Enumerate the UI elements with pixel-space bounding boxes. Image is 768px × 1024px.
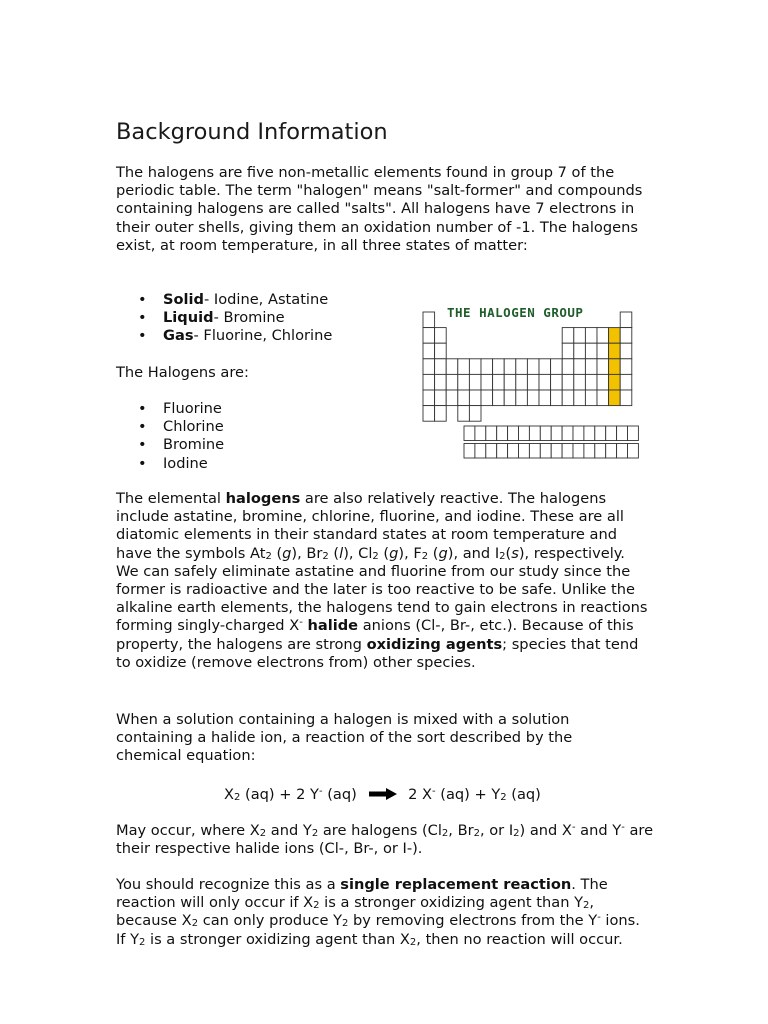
element-cell	[597, 374, 609, 390]
list-item: • Solid- Iodine, Astatine	[116, 291, 332, 309]
element-cell	[551, 426, 562, 441]
element-cell	[540, 426, 551, 441]
element-cell	[529, 444, 540, 459]
element-cell	[551, 444, 562, 459]
element-cell	[475, 444, 486, 459]
element-cell	[527, 359, 539, 375]
element-cell	[620, 328, 632, 344]
element-cell	[493, 374, 505, 390]
element-cell	[573, 426, 584, 441]
element-cell	[574, 390, 586, 406]
element-cell	[562, 359, 574, 375]
element-cell	[606, 444, 617, 459]
element-cell	[504, 390, 516, 406]
element-cell	[504, 359, 516, 375]
list-item: • Iodine	[116, 455, 224, 473]
element-cell	[551, 390, 563, 406]
page-title: Background Information	[116, 119, 388, 145]
element-cell	[562, 426, 573, 441]
element-cell	[562, 328, 574, 344]
element-cell	[435, 374, 447, 390]
list-item: • Liquid- Bromine	[116, 309, 332, 327]
element-cell	[435, 328, 447, 344]
intro-paragraph: The halogens are five non-metallic elements found in group 7 of the periodic table. The term "halogen" means "salt-former" and compounds containing halogens are called "salts". All halogens have 7 electrons in their outer shells, giving them an oxidation number of -1. The halogens exist, at room temperature, in all three states of matter:	[116, 164, 643, 254]
element-cell	[423, 390, 435, 406]
periodic-table-diagram	[421, 304, 641, 464]
halogens-list	[116, 400, 224, 473]
element-cell	[481, 390, 493, 406]
element-cell	[628, 444, 639, 459]
element-cell	[597, 390, 609, 406]
element-cell	[486, 426, 497, 441]
element-cell	[469, 374, 481, 390]
arrow-right-icon	[369, 788, 397, 800]
element-cell	[493, 359, 505, 375]
element-cell	[464, 444, 475, 459]
element-cell	[628, 426, 639, 441]
element-cell	[423, 359, 435, 375]
figure-title: THE HALOGEN GROUP	[447, 305, 584, 320]
element-cell	[446, 359, 458, 375]
element-cell	[458, 406, 470, 422]
element-cell	[446, 390, 458, 406]
element-cell	[617, 426, 628, 441]
list-item: • Fluorine	[116, 400, 224, 418]
chemical-equation: $X_2$ (aq) + 2 Y- (aq) 2 X- $(aq) + Y_2$ (aq)	[224, 786, 541, 803]
list-item: • Bromine	[116, 436, 224, 454]
element-cell	[551, 374, 563, 390]
element-cell	[469, 359, 481, 375]
element-cell	[585, 374, 597, 390]
element-cell	[595, 444, 606, 459]
element-cell	[540, 444, 551, 459]
element-cell	[516, 359, 528, 375]
reactivity-paragraph: The elemental halogens are also relatively reactive. The halogens include astatine, bromine, chlorine, fluorine, and iodine. These are all diatomic elements in their standard states at room temperature and have the symbols $At_2$ (g), $Br_2$ (l), $Cl_2$ (g), $F_2$ (g), and $I_2(s)$, respectively. We can safely eliminate astatine and fluorine from our study since the former is radioactive and the later is too reactive to be safe. Unlike the alkaline earth elements, the halogens tend to gain electrons in reactions forming singly-charged X- halide anions (Cl-, Br-, etc.). Because of this property, the halogens are strong oxidizing agents; species that tend to oxidize (remove electrons from) other species.	[116, 490, 648, 671]
element-cell	[551, 359, 563, 375]
element-cell	[435, 359, 447, 375]
list-item: • Chlorine	[116, 418, 224, 436]
element-cell	[516, 390, 528, 406]
element-cell	[539, 390, 551, 406]
element-cell	[423, 328, 435, 344]
element-cell	[446, 374, 458, 390]
element-cell	[562, 374, 574, 390]
element-cell	[585, 359, 597, 375]
halogens-intro: The Halogens are:	[116, 364, 249, 381]
element-cell	[562, 444, 573, 459]
element-cell	[574, 343, 586, 359]
element-cell	[464, 426, 475, 441]
element-cell	[497, 426, 508, 441]
element-cell	[527, 390, 539, 406]
element-cell	[423, 312, 435, 328]
element-cell	[423, 406, 435, 422]
element-cell	[458, 374, 470, 390]
halogen-cell	[609, 390, 621, 406]
element-cell	[527, 374, 539, 390]
element-cell	[562, 343, 574, 359]
element-cell	[435, 343, 447, 359]
element-cell	[620, 343, 632, 359]
element-cell	[585, 390, 597, 406]
element-cell	[458, 390, 470, 406]
element-cell	[595, 426, 606, 441]
element-cell	[481, 374, 493, 390]
element-cell	[423, 343, 435, 359]
element-cell	[597, 328, 609, 344]
element-cell	[469, 390, 481, 406]
element-cell	[620, 390, 632, 406]
element-cell	[617, 444, 628, 459]
element-cell	[504, 374, 516, 390]
halogen-cell	[609, 359, 621, 375]
element-cell	[585, 343, 597, 359]
element-cell	[620, 312, 632, 328]
element-cell	[539, 374, 551, 390]
element-cell	[423, 374, 435, 390]
element-cell	[435, 390, 447, 406]
element-cell	[475, 426, 486, 441]
element-cell	[493, 390, 505, 406]
element-cell	[458, 359, 470, 375]
element-cell	[519, 426, 530, 441]
element-cell	[516, 374, 528, 390]
list-item: • Gas- Fluorine, Chlorine	[116, 327, 332, 345]
halogen-cell	[609, 343, 621, 359]
element-cell	[606, 426, 617, 441]
may-occur-paragraph: May occur, where $X_2$ and $Y_2$ are halogens ($Cl_2$, $Br_2$, or $I_2$) and X- and Y- are their respective halide ions (Cl-, Br-, or I-).	[116, 822, 654, 858]
element-cell	[481, 359, 493, 375]
element-cell	[620, 374, 632, 390]
states-list	[116, 291, 332, 346]
element-cell	[519, 444, 530, 459]
element-cell	[584, 426, 595, 441]
element-cell	[508, 444, 519, 459]
element-cell	[574, 374, 586, 390]
element-cell	[573, 444, 584, 459]
solution-paragraph: When a solution containing a halogen is mixed with a solution containing a halide ion, a reaction of the sort described by the chemical equation:	[116, 711, 573, 765]
single-replacement-paragraph: You should recognize this as a single replacement reaction. The reaction will only occur if $X_2$ is a stronger oxidizing agent than $Y_2$, because $X_2$ can only produce $Y_2$ by removing electrons from the Y- ions. If $Y_2$ is a stronger oxidizing agent than $X_2$, then no reaction will occur.	[116, 876, 640, 948]
element-cell	[497, 444, 508, 459]
halogen-cell	[609, 374, 621, 390]
element-cell	[597, 343, 609, 359]
element-cell	[508, 426, 519, 441]
element-cell	[435, 406, 447, 422]
element-cell	[562, 390, 574, 406]
element-cell	[469, 406, 481, 422]
element-cell	[620, 359, 632, 375]
halogen-cell	[609, 328, 621, 344]
element-cell	[584, 444, 595, 459]
element-cell	[539, 359, 551, 375]
halogen-group-figure	[421, 304, 641, 464]
element-cell	[529, 426, 540, 441]
element-cell	[486, 444, 497, 459]
element-cell	[574, 328, 586, 344]
element-cell	[597, 359, 609, 375]
element-cell	[585, 328, 597, 344]
element-cell	[574, 359, 586, 375]
